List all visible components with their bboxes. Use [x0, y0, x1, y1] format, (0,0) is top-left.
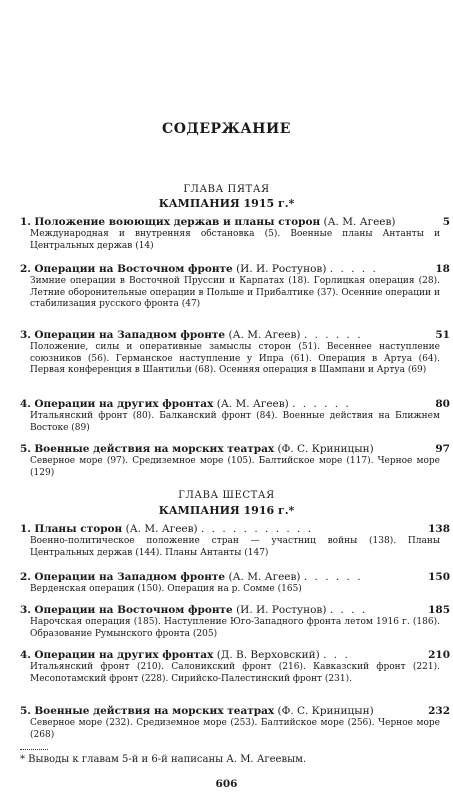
chapter-title: КАМПАНИЯ 1916 г.* [158, 504, 295, 517]
entry-page: 138 [428, 523, 450, 535]
entry-heading [20, 648, 450, 662]
entry-description: Итальянский фронт (80). Балканский фронт (84). Военные действия на Ближнем Востоке (89) [30, 411, 440, 433]
entry-heading [20, 262, 450, 276]
entry-number: 3. [20, 329, 31, 341]
toc-entry [20, 603, 450, 640]
footnote-rule [20, 749, 48, 750]
entry-description: Военно-политическое положение стран — участниц войны (138). Планы Центральных держав (144). Планы Антанты (147) [30, 536, 440, 558]
toc-entry [20, 648, 450, 685]
entry-title: Операции на Западном фронте [34, 329, 226, 341]
entry-author: (А. М. Агеев) [323, 216, 396, 228]
toc-entry [20, 442, 450, 479]
toc-entry [20, 262, 450, 311]
entry-title: Операции на других фронтах [34, 398, 214, 410]
entry-page: 150 [428, 571, 450, 583]
entry-leader-dots: . . . . [329, 604, 368, 616]
chapter-label: ГЛАВА ШЕСТАЯ [178, 490, 275, 501]
entry-page: 5 [442, 216, 450, 228]
entry-heading [20, 442, 450, 456]
entry-page: 232 [428, 705, 450, 717]
entry-leader-dots: . . . . . . [303, 329, 363, 341]
entry-author: (И. И. Ростунов) [236, 263, 327, 275]
entry-author: (Ф. С. Криницын) [277, 705, 374, 717]
footnote: * Выводы к главам 5-й и 6-й написаны А. М. Агеевым. [20, 754, 307, 765]
entry-number: 1. [20, 523, 31, 535]
chapter-label: ГЛАВА ПЯТАЯ [183, 184, 270, 195]
entry-heading [20, 570, 450, 584]
page-title: СОДЕРЖАНИЕ [162, 121, 291, 137]
entry-page: 18 [435, 263, 450, 275]
entry-number: 2. [20, 263, 31, 275]
entry-number: 2. [20, 571, 31, 583]
entry-page: 80 [435, 398, 450, 410]
entry-number: 5. [20, 705, 31, 717]
toc-entry [20, 215, 450, 252]
entry-page: 210 [428, 649, 450, 661]
entry-title: Операции на Восточном фронте [34, 604, 233, 616]
entry-author: (И. И. Ростунов) [236, 604, 327, 616]
entry-description: Положение, силы и оперативные замыслы сторон (51). Весеннее наступление союзников (56). Германское наступление у Ипра (61). Операция в Артуа (64). Первая конференция в Шантильи (68). Осенняя операция в Шампани и Артуа (69) [30, 342, 440, 375]
toc-entry [20, 522, 450, 559]
entry-author: (А. М. Агеев) [216, 398, 289, 410]
toc-entry [20, 397, 450, 434]
toc-entry [20, 328, 450, 377]
entry-heading [20, 397, 450, 411]
entry-description: Верденская операция (150). Операция на р. Сомме (165) [30, 584, 302, 594]
toc-entry [20, 704, 450, 741]
entry-leader-dots: . . . . . . [292, 398, 351, 410]
entry-heading [20, 328, 450, 342]
entry-page: 97 [435, 443, 450, 455]
entry-number: 4. [20, 649, 31, 661]
entry-title: Операции на других фронтах [34, 649, 214, 661]
entry-author: (А. М. Агеев) [228, 571, 301, 583]
entry-number: 4. [20, 398, 31, 410]
entry-title: Планы сторон [34, 523, 123, 535]
entry-leader-dots: . . . . . . [303, 571, 363, 583]
entry-page: 185 [428, 604, 450, 616]
entry-description: Международная и внутренняя обстановка (5). Военные планы Антанты и Центральных держав (14) [30, 229, 440, 251]
toc-entry [20, 570, 450, 596]
chapter-title: КАМПАНИЯ 1915 г.* [158, 197, 295, 210]
entry-page: 51 [435, 329, 450, 341]
entry-number: 5. [20, 443, 31, 455]
entry-title: Операции на Западном фронте [34, 571, 226, 583]
entry-author: (А. М. Агеев) [125, 523, 198, 535]
entry-title: Положение воюющих держав и планы сторон [34, 216, 321, 228]
entry-title: Военные действия на морских театрах [34, 705, 275, 717]
entry-description: Итальянский фронт (210). Салоникский фронт (216). Кавказский фронт (221). Месопотамский фронт (228). Сирийско-Палестинский фронт (231). [30, 662, 440, 684]
entry-description: Северное море (232). Средиземное море (253). Балтийское море (256). Черное море (268) [30, 718, 440, 740]
entry-heading [20, 215, 450, 229]
entry-leader-dots: . . . . . . . . . . . [200, 523, 314, 535]
entry-description: Северное море (97). Средиземное море (105). Балтийское море (117). Черное море (129) [30, 456, 440, 478]
entry-number: 1. [20, 216, 31, 228]
entry-author: (Ф. С. Криницын) [277, 443, 374, 455]
entry-heading [20, 603, 450, 617]
entry-heading [20, 522, 450, 536]
entry-author: (А. М. Агеев) [228, 329, 301, 341]
entry-title: Операции на Восточном фронте [34, 263, 233, 275]
entry-title: Военные действия на морских театрах [34, 443, 275, 455]
entry-leader-dots: . . . [323, 649, 350, 661]
page-number: 606 [215, 778, 238, 790]
entry-description: Нарочская операция (185). Наступление Юго-Западного фронта летом 1916 г. (186). Образование Румынского фронта (205) [30, 617, 440, 639]
entry-description: Зимние операции в Восточной Пруссии и Карпатах (18). Горлицкая операция (28). Летние оборонительные операции в Польше и Прибалтике (37). Осенние операции и стабилизация русского фронта (47) [30, 276, 440, 309]
entry-number: 3. [20, 604, 31, 616]
entry-author: (Д. В. Верховский) [216, 649, 320, 661]
entry-heading [20, 704, 450, 718]
entry-leader-dots: . . . . . [329, 263, 378, 275]
